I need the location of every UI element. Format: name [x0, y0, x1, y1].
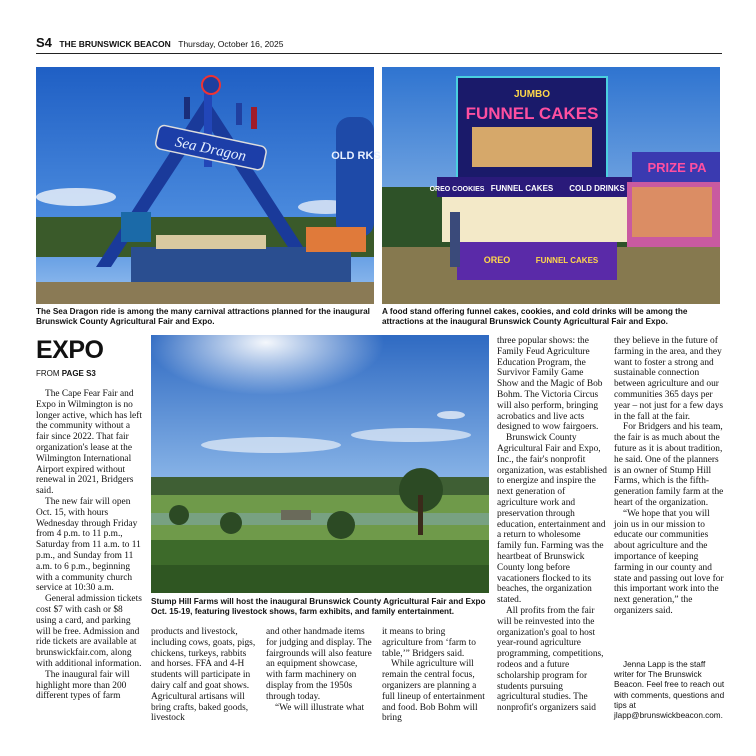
- jump-page: PAGE S3: [61, 369, 96, 378]
- article-column-1: [36, 389, 143, 702]
- paragraph: General admission tickets cost $7 with cash or $8 using a card, and parking will be free. Admission and ride tickets are available at brunswickfair.com, along with additional information.: [36, 594, 142, 669]
- funnel-sign-main: FUNNEL CAKES: [465, 104, 599, 123]
- page-header: [36, 34, 722, 54]
- paragraph: While agriculture will remain the central focus, organizers are planning a full lineup of entertainment and food. Bob Bohm will bring: [382, 659, 485, 724]
- sea-dragon-photo: [36, 67, 381, 304]
- issue-date: Thursday, October 16, 2025: [178, 39, 284, 49]
- article-column-2: [151, 627, 257, 724]
- paragraph: it means to bring agriculture from ‘farm to table,’” Bridgers said.: [382, 627, 476, 659]
- sea-dragon-caption: The Sea Dragon ride is among the many carnival attractions planned for the inaugural Brunswick County Agricultural Fair and Expo.: [36, 307, 370, 326]
- author-bio: [614, 660, 726, 721]
- paragraph: products and livestock, including cows, goats, pigs, chickens, turkeys, rabbits and horses. FFA and 4-H students will participate in dairy calf and goat shows. Agricultural artisans will bring crafts, baked goods, livestock: [151, 627, 256, 724]
- article-column-3: [266, 627, 374, 713]
- stump-hill-caption: Stump Hill Farms will host the inaugural Brunswick County Agricultural Fair and Expo Oct. 15-19, featuring livestock shows, farm exhibits, and family entertainment.: [151, 597, 486, 616]
- paragraph: “We will illustrate what: [275, 702, 365, 713]
- paper-name: THE BRUNSWICK BEACON: [59, 39, 171, 49]
- jump-prefix: FROM: [36, 369, 60, 378]
- stump-hill-photo: [151, 335, 489, 593]
- funnel-sign-top: JUMBO: [513, 89, 551, 100]
- paragraph: All profits from the fair will be reinvested into the organization's goal to host year-round agriculture programming, competitions, rodeos and a future scholarship program for students pursuing agricultural studies. The nonprofit's organizers said: [497, 605, 604, 714]
- food-stand-photo: [382, 67, 720, 304]
- prize-sign: PRIZE PA: [647, 160, 707, 175]
- paragraph: Brunswick County Agricultural Fair and Expo, Inc., the fair's nonprofit organization, was established to energize and inspire the next generation of agriculture work and preservation through education, entertainment and a return to wholesome family fun. Farming was the heartbeat of Brunswick County long before vacationers flocked to its beaches, the organization stated.: [497, 433, 607, 606]
- paragraph: The Cape Fear Fair and Expo in Wilmington is no longer active, which has left the community without a fair since 2022. That fair organization's lease at the Wilmington International Airport expired without renewal in 2021, Bridgers said.: [36, 389, 142, 497]
- food-stand-caption: A food stand offering funnel cakes, cookies, and cold drinks will be among the attractions at the inaugural Brunswick County Agricultural Fair and Expo.: [382, 307, 688, 326]
- paragraph: The inaugural fair will highlight more than 200 different types of farm: [36, 669, 130, 702]
- article-column-4-bottom: [382, 627, 488, 724]
- paragraph: For Bridgers and his team, the fair is as much about the future as it is about tradition, he said. One of the planners is an owner of Stump Hill Farms, which is the fifth-generation family farm at the heart of the organization.: [614, 422, 724, 508]
- stand-drinks-label: COLD DRINKS: [569, 184, 625, 193]
- paragraph: and other handmade items for judging and display. The fairgrounds will also feature an equipment showcase, with farm machinery on display from the 1950s through today.: [266, 627, 372, 702]
- jump-line: [36, 369, 96, 378]
- sea-dragon-sign: Sea Dragon: [173, 134, 248, 165]
- paragraph: three popular shows: the Family Feud Agriculture Education Program, the Survivor Family Game Show and the Magic of Bob Bohm. The Victoria Circus will also perform, bringing acrobatics and live acts designed to wow fairgoers.: [497, 336, 603, 433]
- author-bio-text: Jenna Lapp is the staff writer for The Brunswick Beacon. Feel free to reach out with comments, questions and tips at jlapp@brunswickbeacon.com.: [614, 660, 725, 721]
- paragraph: The new fair will open Oct. 15, with hours Wednesday through Friday from 4 p.m. to 11 p.m., Saturday from 11 a.m. to 11 p.m., and Sunday from 11 a.m. to 6 p.m., beginning with a community church service at 10:30 a.m.: [36, 496, 141, 594]
- paragraph: “We hope that you will join us in our mission to educate our communities about agriculture and the importance of keeping farming in our county and state and passing out love for this important work into the next generation,” the organizers said.: [614, 508, 724, 616]
- stand-bottom-oreo: OREO: [483, 255, 511, 265]
- stand-funnel-label: FUNNEL CAKES: [490, 184, 554, 193]
- page-number: S4: [36, 35, 52, 50]
- article-headline: EXPO: [36, 336, 104, 364]
- article-column-4: [497, 336, 607, 714]
- article-column-5: [614, 336, 726, 617]
- paragraph: they believe in the future of farming in the area, and they want to foster a strong and sustainable connection between agriculture and our communities 365 days per year – not just for a few days in the fall at the fair.: [614, 336, 724, 422]
- ride-sign: OLD RKS: [331, 150, 381, 162]
- stand-oreo-label: OREO COOKIES: [429, 186, 485, 193]
- stand-bottom-funnel: FUNNEL CAKES: [535, 256, 599, 265]
